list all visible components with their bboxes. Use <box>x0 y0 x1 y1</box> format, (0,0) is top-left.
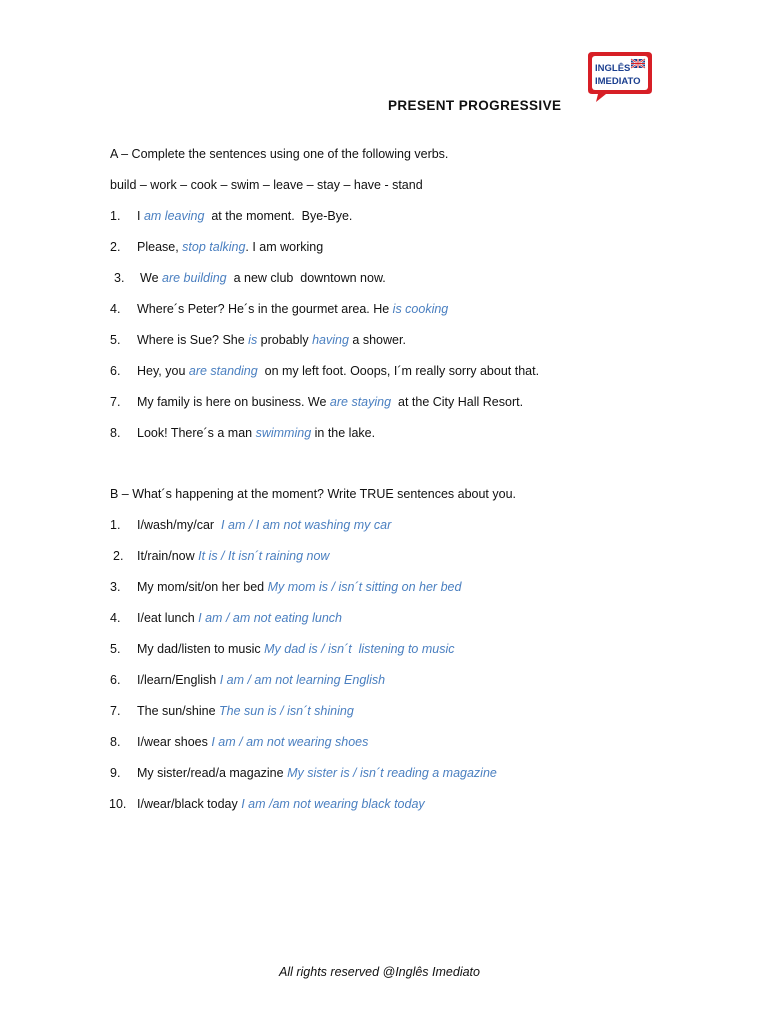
section-b-item-number: 10. <box>109 797 127 811</box>
answer-text: I am / am not eating lunch <box>198 611 342 625</box>
section-b-item-number: 6. <box>110 673 121 687</box>
prompt-text: My mom/sit/on her bed <box>137 580 268 594</box>
answer-text: having <box>312 333 349 347</box>
ingles-imediato-logo <box>586 48 654 104</box>
prompt-text: The sun/shine <box>137 704 219 718</box>
prompt-text: I <box>137 209 144 223</box>
uk-flag-icon <box>631 59 645 68</box>
section-a-item-number: 8. <box>110 426 121 440</box>
section-a-item-number: 5. <box>110 333 121 347</box>
answer-text: I am / am not wearing shoes <box>211 735 369 749</box>
prompt-text: in the lake. <box>311 426 376 440</box>
section-b-instruction: B – What´s happening at the moment? Write TRUE sentences about you. <box>110 487 517 501</box>
answer-text: The sun is / isn´t shining <box>219 704 354 718</box>
prompt-text: My dad/listen to music <box>137 642 265 656</box>
section-a-item-number: 2. <box>110 240 121 254</box>
prompt-text: Look! There´s a man <box>137 426 256 440</box>
section-b-item-number: 5. <box>110 642 121 656</box>
answer-text: are standing <box>188 364 258 378</box>
section-a-item-number: 1. <box>110 209 121 223</box>
section-a-item-text <box>137 240 323 254</box>
section-b-item-text <box>137 704 354 718</box>
section-b-item-text <box>137 518 391 532</box>
verb-list: build – work – cook – swim – leave – stay – have - stand <box>110 178 423 192</box>
section-a-item-text <box>137 333 406 347</box>
answer-text: My mom is / isn´t sitting on her bed <box>267 580 462 594</box>
section-b-item-text <box>137 580 461 594</box>
section-a-item-text <box>140 271 386 285</box>
answer-text: It is / It isn´t raining now <box>198 549 330 563</box>
section-b-item-text <box>137 611 342 625</box>
prompt-text: probably <box>257 333 313 347</box>
prompt-text: My family is here on business. We <box>137 395 330 409</box>
prompt-text: I/wash/my/car <box>137 518 222 532</box>
section-a-item-text <box>137 426 375 440</box>
section-b-item-text <box>137 673 385 687</box>
section-b-item-number: 9. <box>110 766 121 780</box>
section-a-item-number: 6. <box>110 364 121 378</box>
answer-text: My dad is / isn´t listening to music <box>264 642 455 656</box>
answer-text: I am /am not wearing black today <box>241 797 425 811</box>
answer-text: is cooking <box>392 302 449 316</box>
answer-text: are building <box>162 271 227 285</box>
answer-text: swimming <box>255 426 312 440</box>
section-b-item-text <box>137 766 497 780</box>
worksheet-title: PRESENT PROGRESSIVE <box>388 98 562 113</box>
prompt-text: on my left foot. Ooops, I´m really sorry about that. <box>257 364 540 378</box>
prompt-text: a new club downtown now. <box>226 271 386 285</box>
section-b-item-text <box>137 797 425 811</box>
section-b-item-number: 8. <box>110 735 121 749</box>
answer-text: My sister is / isn´t reading a magazine <box>287 766 497 780</box>
prompt-text: Where is Sue? She <box>137 333 249 347</box>
prompt-text: My sister/read/a magazine <box>137 766 288 780</box>
prompt-text: at the moment. Bye-Bye. <box>204 209 353 223</box>
answer-text: are staying <box>329 395 392 409</box>
section-a-item-number: 4. <box>110 302 121 316</box>
section-b-item-text <box>137 642 455 656</box>
section-a-item-text <box>137 364 539 378</box>
svg-text:INGLÊS: INGLÊS <box>595 63 631 74</box>
prompt-text: a shower. <box>348 333 406 347</box>
prompt-text: Where´s Peter? He´s in the gourmet area. He <box>137 302 393 316</box>
section-a-item-number: 3. <box>114 271 125 285</box>
prompt-text: . I am working <box>245 240 324 254</box>
prompt-text: I/wear/black today <box>137 797 242 811</box>
prompt-text: We <box>140 271 162 285</box>
section-a-item-number: 7. <box>110 395 121 409</box>
prompt-text: I/wear shoes <box>137 735 212 749</box>
answer-text: is <box>248 333 258 347</box>
section-b-item-number: 4. <box>110 611 121 625</box>
answer-text: I am / am not learning English <box>219 673 386 687</box>
section-b-item-number: 7. <box>110 704 121 718</box>
prompt-text: Hey, you <box>137 364 189 378</box>
section-b-item-number: 1. <box>110 518 121 532</box>
svg-text:IMEDIATO: IMEDIATO <box>595 76 641 87</box>
section-a-instruction: A – Complete the sentences using one of the following verbs. <box>110 147 449 161</box>
prompt-text: I/learn/English <box>137 673 220 687</box>
answer-text: am leaving <box>143 209 205 223</box>
section-b-item-text <box>137 549 329 563</box>
prompt-text: Please, <box>137 240 183 254</box>
copyright-footer: All rights reserved @Inglês Imediato <box>279 965 480 979</box>
answer-text: stop talking <box>182 240 246 254</box>
section-a-item-text <box>137 395 523 409</box>
prompt-text: I/eat lunch <box>137 611 199 625</box>
prompt-text: It/rain/now <box>137 549 199 563</box>
section-b-item-text <box>137 735 368 749</box>
prompt-text: at the City Hall Resort. <box>391 395 524 409</box>
section-a-item-text <box>137 302 448 316</box>
section-b-item-number: 3. <box>110 580 121 594</box>
section-a-item-text <box>137 209 352 223</box>
section-b-item-number: 2. <box>113 549 124 563</box>
answer-text: I am / I am not washing my car <box>221 518 392 532</box>
